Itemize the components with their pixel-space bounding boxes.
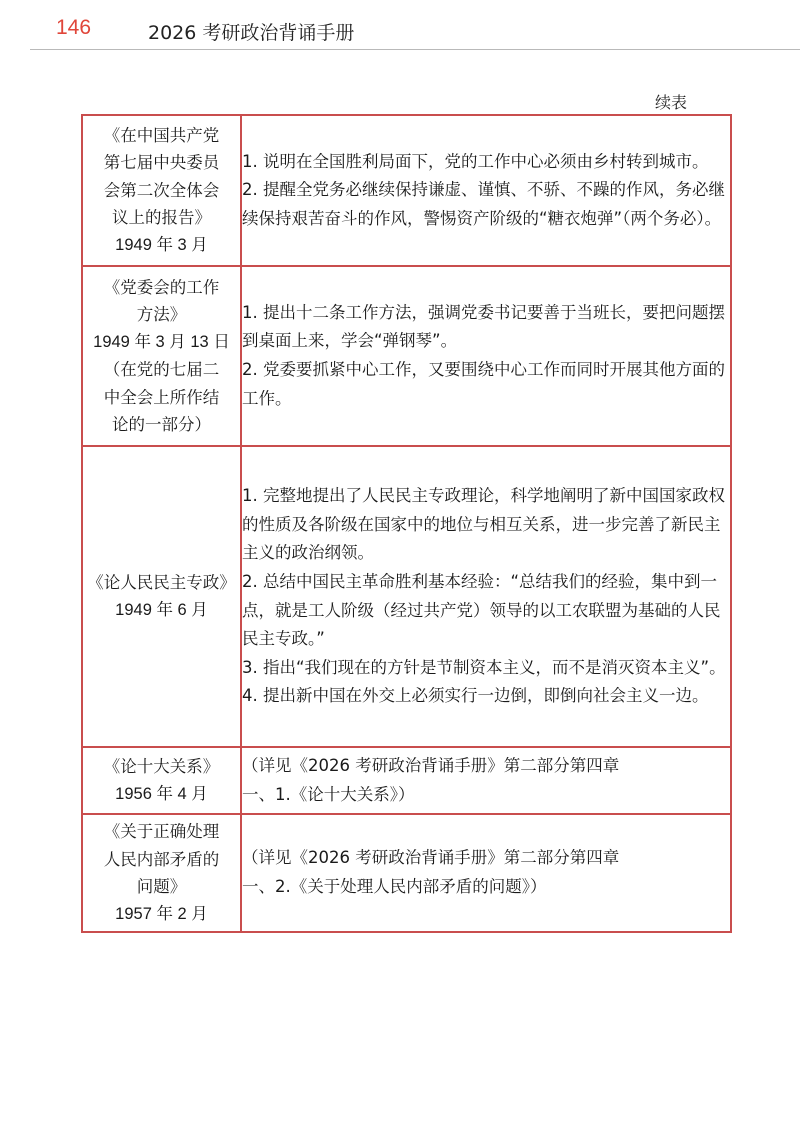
- work-date: 1949 年 3 月 13 日: [93, 332, 230, 351]
- content-reference-line: （详见《2026 考研政治背诵手册》第二部分第四章: [242, 755, 620, 775]
- work-title-cell: [82, 747, 241, 814]
- table-row: [82, 747, 731, 814]
- page-number: 146: [56, 16, 92, 39]
- work-date: 1956 年 4 月: [115, 784, 208, 803]
- table-row: [82, 446, 731, 747]
- content-point: 2. 党委要抓紧中心工作，又要围绕中心工作而同时开展其他方面的工作。: [242, 360, 725, 408]
- continued-table-label: 续表: [654, 93, 687, 112]
- work-title-cell: [82, 115, 241, 266]
- book-title: 2026 考研政治背诵手册: [148, 22, 355, 44]
- work-title-line: 第七届中央委员: [103, 153, 220, 173]
- work-title-line: 《关于正确处理: [103, 822, 220, 841]
- work-content-cell: [241, 747, 731, 814]
- content-point: 3. 指出“我们现在的方针是节制资本主义，而不是消灭资本主义”。: [242, 657, 726, 677]
- work-note-line: （在党的七届二: [103, 360, 220, 379]
- work-content-cell: [241, 266, 731, 446]
- work-title-line: 《论十大关系》: [103, 757, 220, 776]
- content-point: 1. 提出十二条工作方法，强调党委书记要善于当班长，要把问题摆到桌面上来，学会“弹钢琴”。: [242, 302, 725, 351]
- table-row: [82, 115, 731, 266]
- content-reference-line: （详见《2026 考研政治背诵手册》第二部分第四章: [242, 848, 620, 868]
- work-date: 1957 年 2 月: [115, 904, 208, 923]
- work-title-cell: [82, 814, 241, 932]
- work-title-line: 《党委会的工作: [103, 277, 220, 297]
- content-reference-line: 一、2.《关于处理人民内部矛盾的问题》）: [242, 877, 547, 896]
- header-divider: [30, 49, 800, 50]
- table-row: [82, 266, 731, 446]
- table-row: [82, 814, 731, 932]
- works-table: [81, 114, 732, 933]
- work-title-cell: [82, 266, 241, 446]
- work-note-line: 论的一部分）: [112, 415, 211, 434]
- work-date: 1949 年 6 月: [115, 600, 208, 619]
- work-title-line: 方法》: [136, 305, 187, 324]
- work-note-line: 中全会上所作结: [103, 387, 220, 407]
- work-title-line: 人民内部矛盾的: [103, 849, 220, 869]
- work-title-line: 议上的报告》: [112, 208, 211, 228]
- work-content-cell: [241, 814, 731, 932]
- work-title-line: 《论人民民主专政》: [87, 573, 236, 592]
- work-title-line: 问题》: [136, 877, 187, 896]
- content-point: 2. 总结中国民主革命胜利基本经验：“总结我们的经验，集中到一点，就是工人阶级（经过共产党）领导的以工农联盟为基础的人民民主专政。”: [242, 571, 721, 649]
- work-content-cell: [241, 446, 731, 747]
- content-point: 4. 提出新中国在外交上必须实行一边倒，即倒向社会主义一边。: [242, 686, 709, 706]
- content-point: 1. 完整地提出了人民民主专政理论，科学地阐明了新中国国家政权的性质及各阶级在国家中的地位与相互关系，进一步完善了新民主主义的政治纲领。: [242, 486, 725, 563]
- work-date: 1949 年 3 月: [115, 235, 208, 254]
- content-reference-line: 一、1.《论十大关系》）: [242, 784, 415, 804]
- work-title-line: 会第二次全体会: [103, 180, 220, 200]
- work-title-cell: [82, 446, 241, 747]
- work-title-line: 《在中国共产党: [103, 125, 220, 145]
- content-point: 1. 说明在全国胜利局面下，党的工作中心必须由乡村转到城市。: [242, 151, 709, 171]
- content-point: 2. 提醒全党务必继续保持谦虚、谨慎、不骄、不躁的作风，务必继续保持艰苦奋斗的作风，警惕资产阶级的“糖衣炮弹”（两个务必）。: [242, 180, 725, 228]
- work-content-cell: [241, 115, 731, 266]
